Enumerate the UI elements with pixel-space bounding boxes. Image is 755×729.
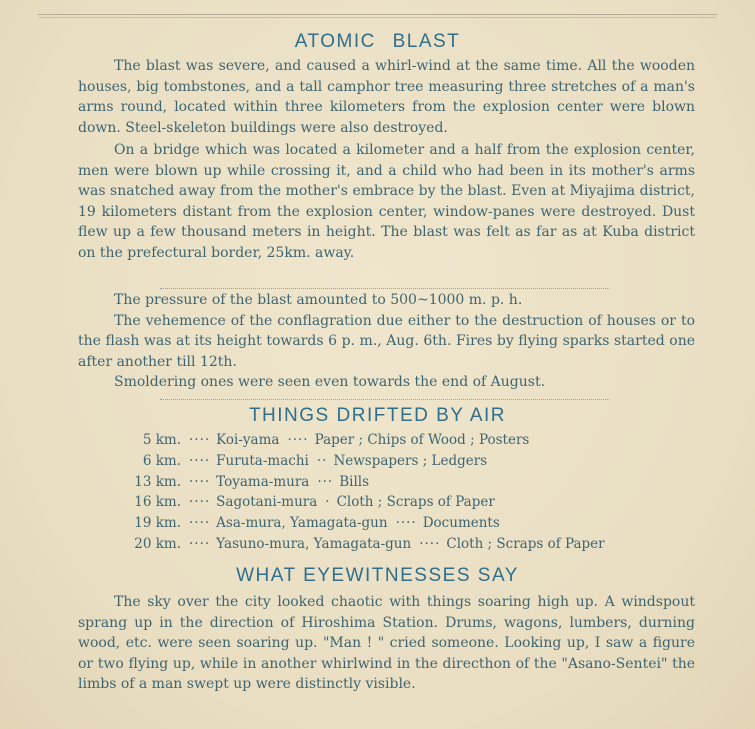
leader-dots: ···· <box>189 452 211 469</box>
place: Yasuno-mura, Yamagata-gun <box>216 535 412 552</box>
list-item <box>129 513 689 534</box>
blast-paragraph-3-block <box>78 290 695 393</box>
items: Documents <box>422 515 500 532</box>
blast-pressure-line: The pressure of the blast amounted to 500~1000 m. p. h. <box>114 292 523 308</box>
distance: 19 km. <box>134 515 181 532</box>
leader-dots: ···· <box>395 515 417 532</box>
eyewitness-block <box>78 592 695 695</box>
items: Newspapers ; Ledgers <box>333 452 488 469</box>
place: Koi-yama <box>216 432 280 448</box>
leader-dots: ···· <box>189 515 211 532</box>
top-rule-inner <box>38 17 717 18</box>
dotted-divider <box>160 288 610 289</box>
top-rule <box>38 14 717 15</box>
leader-dots: · <box>325 494 331 511</box>
eyewitness-heading: WHAT EYEWITNESSES SAY <box>236 565 519 586</box>
distance: 13 km. <box>134 473 181 490</box>
atomic-blast-heading: ATOMIC BLAST <box>294 31 461 52</box>
list-item <box>129 534 689 555</box>
leader-dots: ·· <box>316 452 328 469</box>
leader-dots: ···· <box>189 432 211 448</box>
distance: 16 km. <box>134 494 181 511</box>
blast-paragraph-2-block <box>78 140 695 264</box>
distance: 5 km. <box>142 432 181 448</box>
distance: 6 km. <box>142 452 181 469</box>
place: Sagotani-mura <box>216 494 318 511</box>
leader-dots: ···· <box>287 432 309 448</box>
place: Furuta-machi <box>216 452 309 469</box>
smoldering-line: Smoldering ones were seen even towards the end of August. <box>114 374 546 391</box>
blast-paragraph-1-block <box>78 56 695 138</box>
leader-dots: ···· <box>419 535 441 552</box>
dotted-divider <box>160 399 610 400</box>
items: Bills <box>339 473 370 490</box>
leader-dots: ··· <box>317 473 334 490</box>
leader-dots: ···· <box>189 535 211 552</box>
conflagration-paragraph: The vehemence of the conflagration due either to the destruction of houses or to the flash was at its height towards 6 p. m., Aug. 6th. Fires by flying sparks started one after another till 12th. <box>78 312 695 370</box>
items: Cloth ; Scraps of Paper <box>336 494 495 511</box>
items: Paper ; Chips of Wood ; Posters <box>314 432 530 448</box>
list-item <box>129 472 689 493</box>
list-item <box>129 492 689 513</box>
drifted-items-list <box>129 430 689 555</box>
leader-dots: ···· <box>189 473 211 490</box>
place: Asa-mura, Yamagata-gun <box>216 515 388 532</box>
list-item <box>129 430 689 451</box>
blast-paragraph-2: On a bridge which was located a kilometer and a half from the explosion center, men were blown up while crossing it, and a child who had been in its mother's arms was snatched away from the mother's embrace by the blast. Even at Miyajima district, 19 kilometers distant from the explosion center, window-panes were destroyed. Dust flew up a few thousand meters in height. The blast was felt as far as at Kuba district on the prefectural border, 25km. away. <box>78 142 695 261</box>
things-drifted-heading: THINGS DRIFTED BY AIR <box>248 405 507 426</box>
eyewitness-paragraph: The sky over the city looked chaotic with things soaring high up. A windspout sprang up in the direction of Hiroshima Station. Drums, wagons, lumbers, durning wood, etc. were seen soaring up. "Man ! " cried someone. Looking up, I saw a figure or two flying up, while in another whirlwind in the directhon of the "Asano-Sentei" the limbs of a man swept up were distinctly visible. <box>78 594 695 693</box>
leader-dots: ···· <box>189 494 211 511</box>
distance: 20 km. <box>134 535 181 552</box>
list-item <box>129 451 689 472</box>
items: Cloth ; Scraps of Paper <box>446 535 605 552</box>
blast-paragraph-1: The blast was severe, and caused a whirl-wind at the same time. All the wooden houses, big tombstones, and a tall camphor tree measuring three stretches of a man's arms round, located within three kilometers from the explosion center were blown down. Steel-skeleton buildings were also destroyed. <box>78 58 695 136</box>
place: Toyama-mura <box>216 473 310 490</box>
